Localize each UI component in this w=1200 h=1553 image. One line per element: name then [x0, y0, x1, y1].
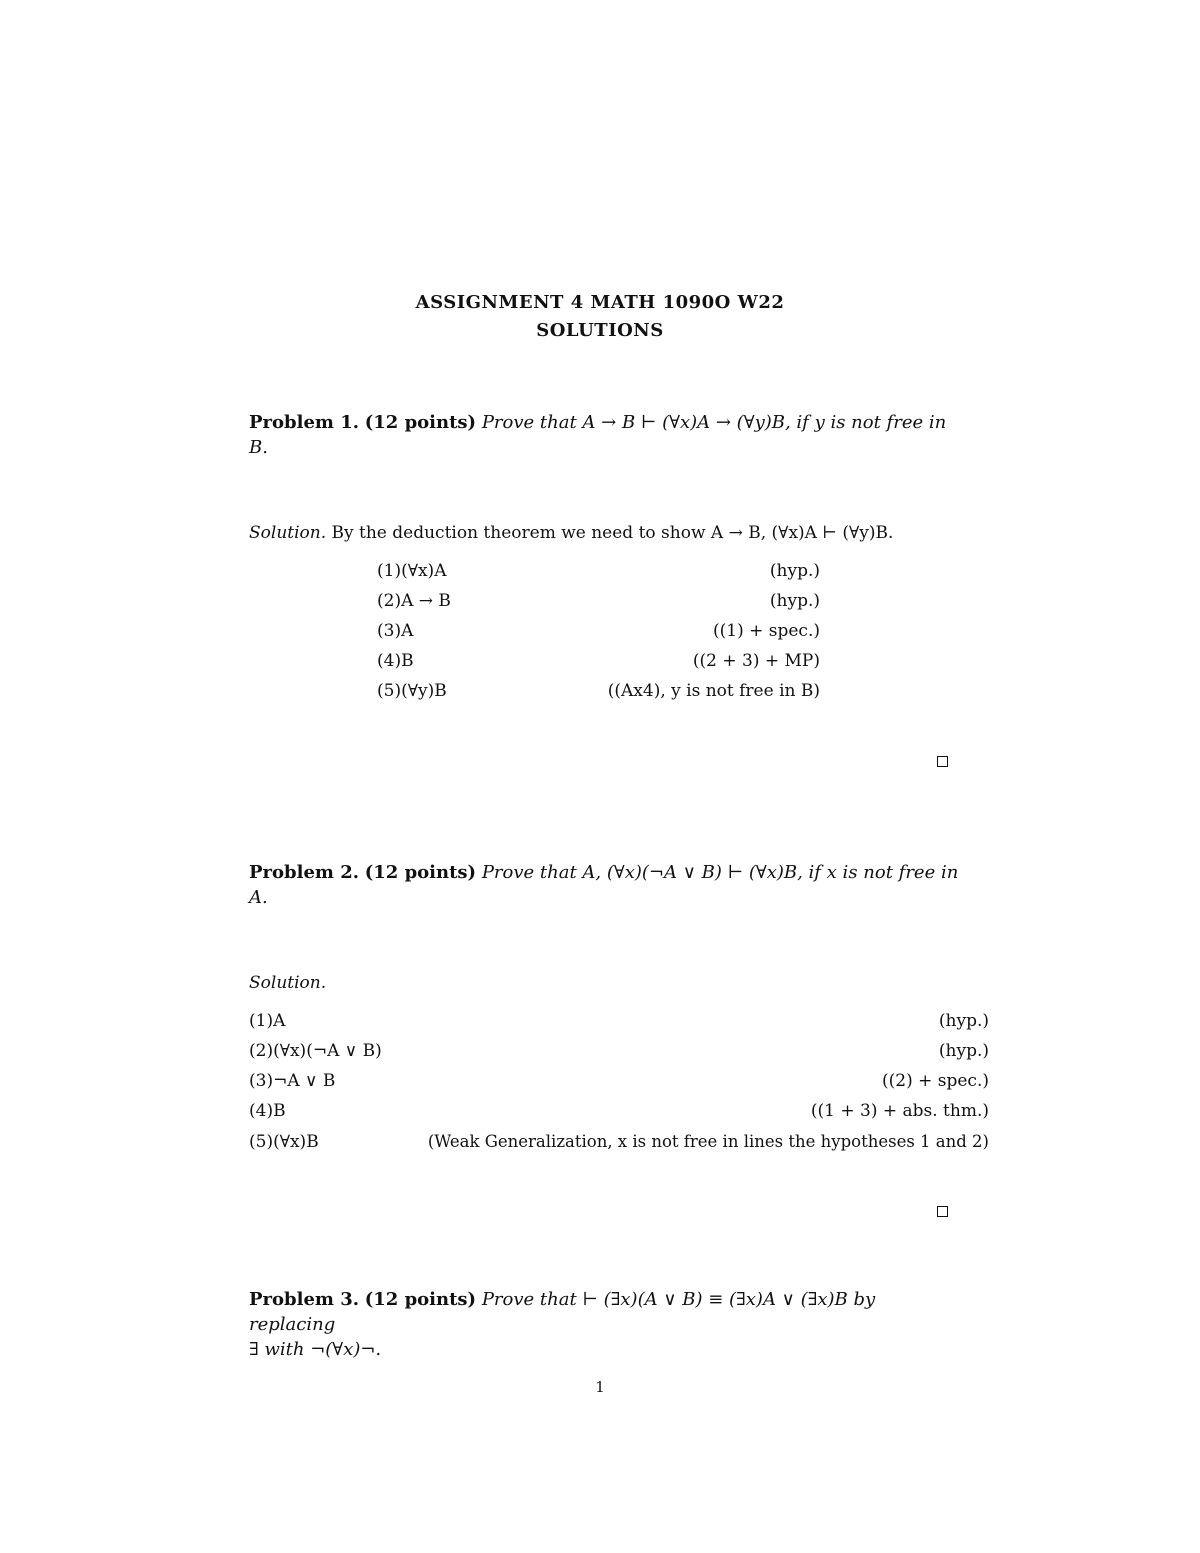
p1-step-1-reason: (hyp.) [769, 561, 820, 581]
problem-2-points: (12 points) [364, 862, 477, 883]
qed-square-icon [937, 1206, 948, 1217]
p1-step-1-line: (1)(∀x)A [377, 561, 447, 581]
problem-1-points: (12 points) [364, 412, 477, 433]
p2-step-5-line: (5)(∀x)B [249, 1132, 319, 1152]
problem-1-text: Prove that A → B ⊢ (∀x)A → (∀y)B, if y is not free in [481, 412, 947, 433]
p2-step-1-reason: (hyp.) [938, 1011, 989, 1031]
problem-2-text-cont: A. [249, 887, 268, 908]
p2-step-3-line: (3)¬A ∨ B [249, 1071, 336, 1091]
p2-step-4-line: (4)B [249, 1101, 286, 1121]
problem-3-points: (12 points) [364, 1289, 477, 1310]
p2-step-1-line: (1)A [249, 1011, 286, 1031]
problem-2-solution-intro [249, 971, 989, 995]
p2-step-2-reason: (hyp.) [938, 1041, 989, 1061]
problem-1-statement [249, 410, 959, 460]
p2-step-2-line: (2)(∀x)(¬A ∨ B) [249, 1041, 382, 1061]
problem-1-solution-intro [249, 521, 989, 545]
page-title: ASSIGNMENT 4 MATH 1090O W22 [415, 292, 785, 313]
problem-1-text-cont: B. [249, 437, 268, 458]
p1-step-4-line: (4)B [377, 651, 414, 671]
p2-step-5-reason: (Weak Generalization, x is not free in lines the hypotheses 1 and 2) [427, 1132, 989, 1151]
qed-square-icon [937, 756, 948, 767]
p2-step-3-reason: ((2) + spec.) [882, 1071, 989, 1091]
problem-3-text-cont: ∃ with ¬(∀x)¬. [249, 1339, 382, 1360]
problem-3-label: Problem 3. [249, 1289, 360, 1310]
problem-1-solution-label: Solution. [249, 523, 327, 543]
p1-step-4-reason: ((2 + 3) + MP) [692, 651, 820, 671]
problem-2-solution-label: Solution. [249, 973, 327, 993]
problem-1-label: Problem 1. [249, 412, 360, 433]
problem-3-statement [249, 1287, 959, 1362]
problem-1-solution-text: By the deduction theorem we need to show A → B, (∀x)A ⊢ (∀y)B. [331, 523, 894, 543]
p2-step-4-reason: ((1 + 3) + abs. thm.) [810, 1101, 989, 1121]
problem-2-text: Prove that A, (∀x)(¬A ∨ B) ⊢ (∀x)B, if x is not free in [481, 862, 959, 883]
p1-step-5-reason: ((Ax4), y is not free in B) [607, 681, 820, 701]
p1-step-2-line: (2)A → B [377, 591, 451, 611]
p1-step-3-reason: ((1) + spec.) [713, 621, 820, 641]
p1-step-3-line: (3)A [377, 621, 414, 641]
problem-2-statement [249, 860, 959, 910]
problem-2-label: Problem 2. [249, 862, 360, 883]
problem-3-text: Prove that ⊢ (∃x)(A ∨ B) ≡ (∃x)A ∨ (∃x)B by replacing [249, 1289, 876, 1335]
p1-step-5-line: (5)(∀y)B [377, 681, 447, 701]
page-number: 1 [595, 1378, 605, 1396]
page-subtitle: SOLUTIONS [536, 320, 664, 341]
p1-step-2-reason: (hyp.) [769, 591, 820, 611]
